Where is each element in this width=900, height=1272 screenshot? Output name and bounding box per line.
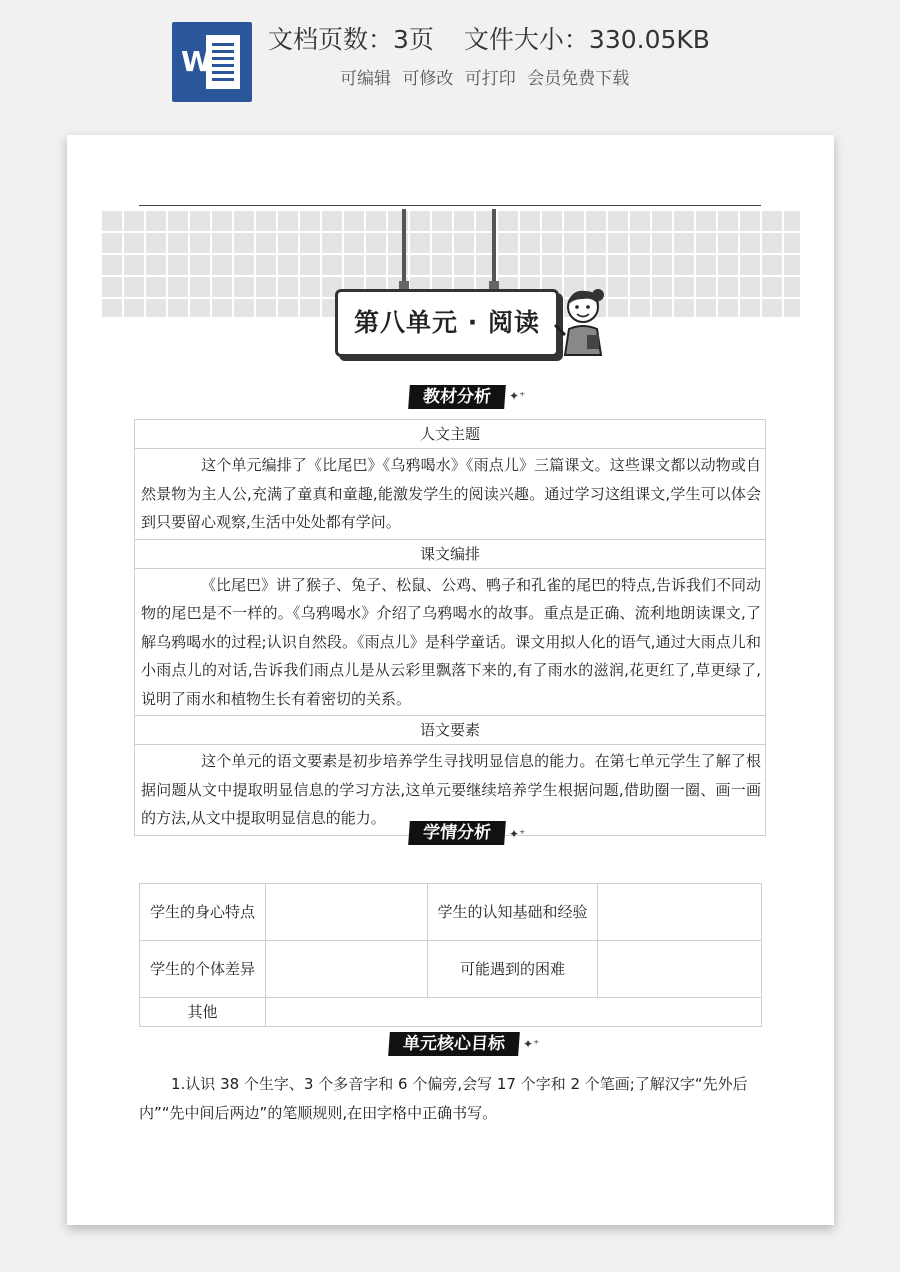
sparkle-icon: ✦⁺ — [509, 389, 526, 403]
cell-physical-traits: 学生的身心特点 — [140, 884, 266, 941]
hanger-right — [492, 209, 496, 285]
file-size: 文件大小：330.05KB — [463, 25, 710, 54]
sparkle-icon: ✦⁺ — [509, 827, 526, 841]
row-body-elements: 这个单元的语文要素是初步培养学生寻找明显信息的能力。在第七单元学生了解了根据问题从文中提取明显信息的学习方法,这单元要继续培养学生根据问题,借助圈一圈、画一画的方法,从文中提取明显信息的能力。 — [135, 745, 766, 836]
cell-empty — [266, 941, 428, 998]
cell-empty — [598, 884, 762, 941]
cell-difficulties: 可能遇到的困难 — [428, 941, 598, 998]
cell-empty — [266, 884, 428, 941]
cell-other: 其他 — [140, 998, 266, 1027]
row-body-theme: 这个单元编排了《比尾巴》《乌鸦喝水》《雨点儿》三篇课文。这些课文都以动物或自然景物为主人公,充满了童真和童趣,能激发学生的阅读兴趣。通过学习这组课文,学生可以体会到只要留心观察,生活中处处都有学问。 — [135, 449, 766, 540]
cell-cognitive-base: 学生的认知基础和经验 — [428, 884, 598, 941]
row-head-theme: 人文主题 — [135, 420, 766, 449]
tag-learner-analysis: 学情分析 — [408, 821, 506, 845]
row-head-arrangement: 课文编排 — [135, 539, 766, 568]
unit-title: 第八单元 · 阅读 — [354, 308, 540, 337]
document-page — [67, 135, 834, 1225]
row-head-elements: 语文要素 — [135, 716, 766, 745]
file-meta — [268, 22, 788, 58]
feature-line: 可编辑 可修改 可打印 会员免费下载 — [340, 69, 630, 89]
textbook-analysis-table — [134, 419, 766, 836]
goal-item-1: 1.认识 38 个生字、3 个多音字和 6 个偏旁,会写 17 个字和 2 个笔画;了解汉字“先外后内”“先中间后两边”的笔顺规则,在田字格中正确书写。 — [139, 1075, 748, 1122]
page-count: 文档页数：3页 — [268, 25, 434, 54]
tag-textbook-analysis: 教材分析 — [408, 385, 506, 409]
unit-title-board — [335, 289, 559, 357]
download-banner — [0, 0, 900, 120]
header-rule — [139, 205, 761, 206]
cartoon-teacher — [553, 285, 613, 357]
cell-empty — [598, 941, 762, 998]
tag-core-goals: 单元核心目标 — [388, 1032, 520, 1056]
sparkle-icon: ✦⁺ — [523, 1037, 540, 1051]
learner-analysis-table — [139, 883, 762, 1027]
cell-empty — [266, 998, 762, 1027]
cell-individual-diff: 学生的个体差异 — [140, 941, 266, 998]
row-body-arrangement: 《比尾巴》讲了猴子、兔子、松鼠、公鸡、鸭子和孔雀的尾巴的特点,告诉我们不同动物的尾巴是不一样的。《乌鸦喝水》介绍了乌鸦喝水的故事。重点是正确、流利地朗读课文,了解乌鸦喝水的过程;认识自然段。《雨点儿》是科学童话。课文用拟人化的语气,通过大雨点儿和小雨点儿的对话,告诉我们雨点儿是从云彩里飘落下来的,有了雨水的滋润,花更红了,草更绿了,说明了雨水和植物生长有着密切的关系。 — [135, 568, 766, 716]
hanger-left — [402, 209, 406, 285]
word-doc-icon: W — [172, 22, 252, 102]
